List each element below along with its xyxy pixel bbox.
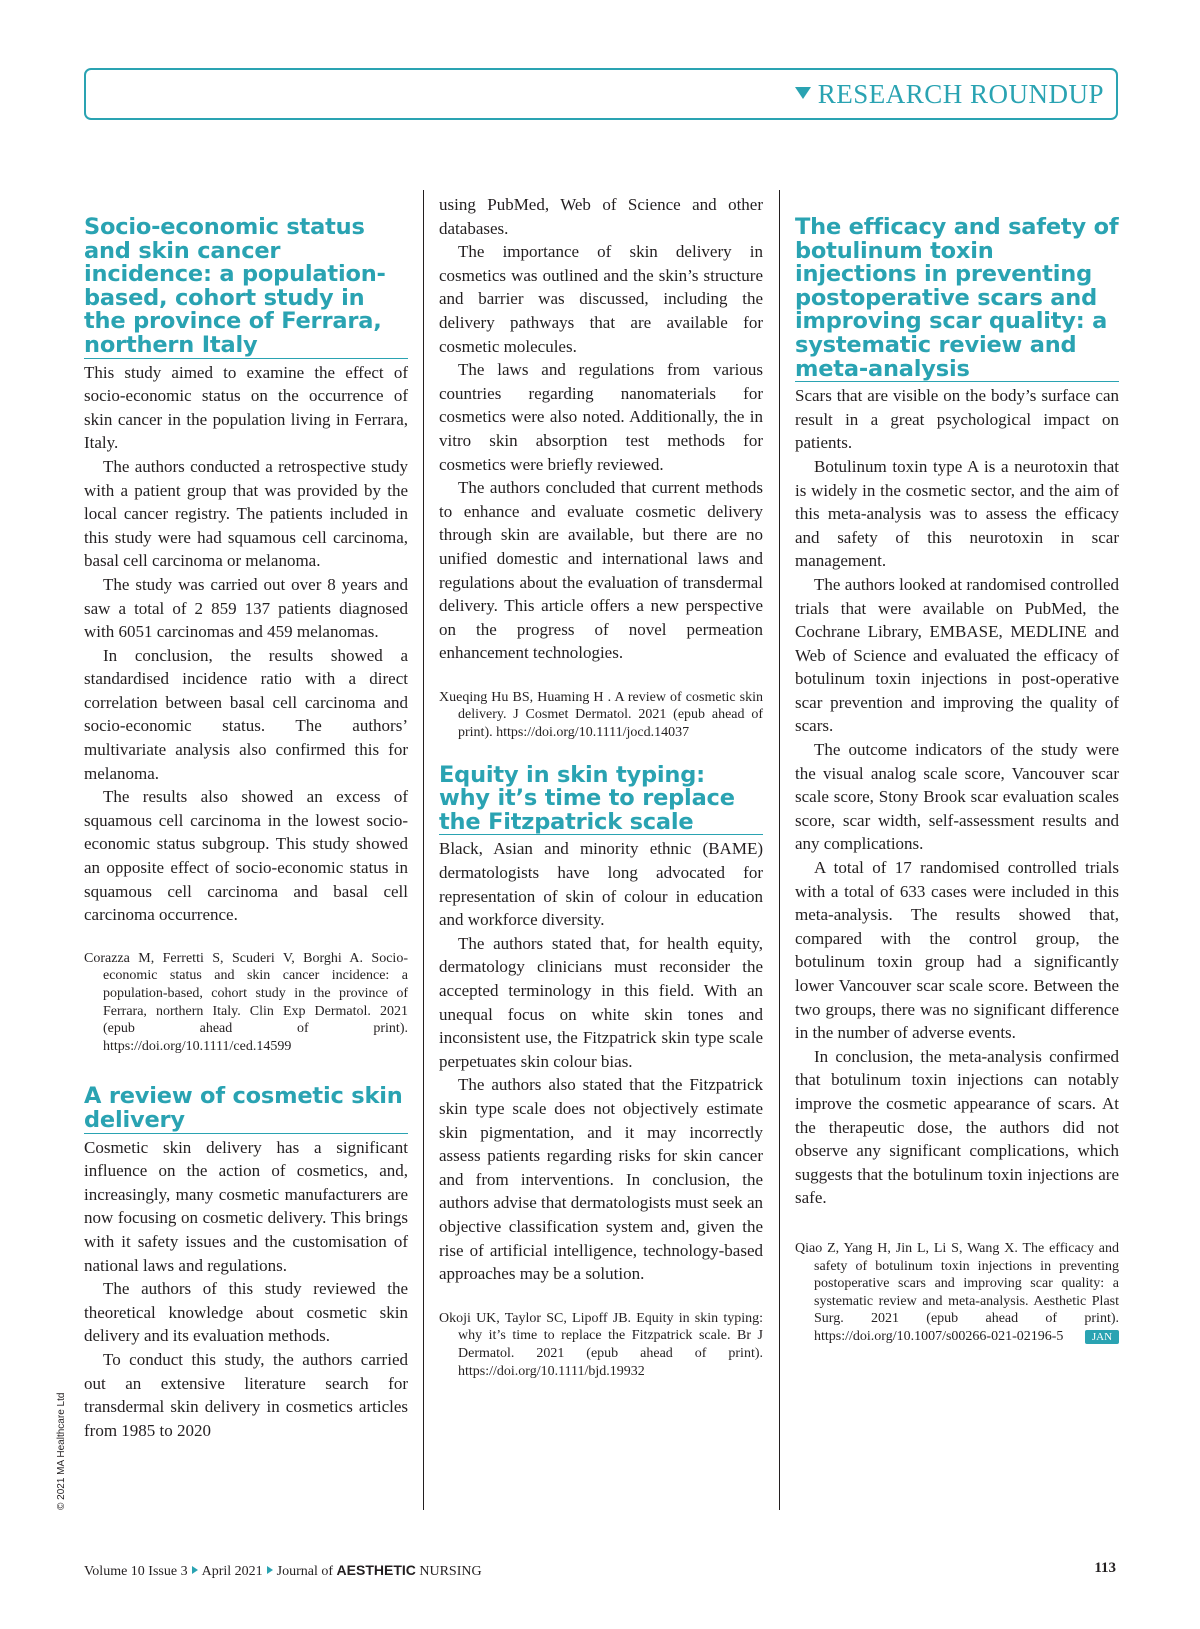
article-2-paragraph: The laws and regulations from various countries regarding nanomaterials for cosmetics were also noted. Additionally, the in vitro skin absorption test methods for cosmetics were briefly reviewed. <box>439 360 763 474</box>
article-2-paragraph: To conduct this study, the authors carried out an extensive literature search for transdermal skin delivery in cosmetics articles from 1985 to 2020 <box>84 1349 408 1440</box>
section-title-text: RESEARCH ROUNDUP <box>817 79 1104 109</box>
article-2-paragraph: using PubMed, Web of Science and other databases. <box>439 195 763 238</box>
article-4-paragraph: A total of 17 randomised controlled trials with a total of 633 cases were included in this meta-analysis. The results showed that, compared with the control group, the botulinum toxin group had a significantly lower Vancouver scar scale score. Between the two groups, there was no significant difference in the number of adverse events. <box>795 858 1119 1043</box>
article-3-paragraph: The authors stated that, for health equity, dermatology clinicians must reconsider the accepted terminology in this field. With an unequal focus on white skin tones and inconsistent use, the Fitzpatrick skin type scale perpetuates skin colour bias. <box>439 933 763 1071</box>
column-3 <box>795 216 1119 1346</box>
article-2-paragraph: The importance of skin delivery in cosmetics was outlined and the skin’s structure and barrier was discussed, including the delivery pathways that are available for cosmetic molecules. <box>439 242 763 356</box>
article-1-reference: Corazza M, Ferretti S, Scuderi V, Borghi A. Socio-economic status and skin cancer incidence: a population-based, cohort study in the province of Ferrara, northern Italy. Clin Exp Dermatol. 2021 (epub ahead of print). https://doi.org/10.1111/ced.14599 <box>84 950 408 1054</box>
footer-journal-bold: AESTHETIC <box>336 1562 416 1578</box>
article-4-reference: Qiao Z, Yang H, Jin L, Li S, Wang X. The efficacy and safety of botulinum toxin injections in preventing postoperative scars and improving scar quality: a systematic review and meta-analysis. Aesthetic Plast Surg. 2021 (epub ahead of print). https://doi.org/10.1007/s00266-021-02196-5 <box>795 1240 1119 1344</box>
article-3-title: Equity in skin typing: why it’s time to replace the Fitzpatrick scale <box>439 764 763 836</box>
article-1-paragraph: In conclusion, the results showed a standardised incidence ratio with a direct correlation between basal cell carcinoma and socio-economic status. The authors’ multivariate analysis also confirmed this for melanoma. <box>84 645 408 783</box>
article-4-paragraph: In conclusion, the meta-analysis confirmed that botulinum toxin injections can notably improve the cosmetic appearance of scars. At the therapeutic dose, the authors did not observe any significant complications, which suggests that the botulinum toxin injections are safe. <box>795 1046 1119 1208</box>
article-4-paragraph: The outcome indicators of the study were the visual analog scale score, Vancouver scar scale score, Stony Brook scar evaluation scales score, scar width, self-assessment results and any complications. <box>795 740 1119 854</box>
triangle-right-icon <box>192 1566 198 1574</box>
article-3-paragraph: Black, Asian and minority ethnic (BAME) dermatologists have long advocated for representation of skin of colour in education and workforce diversity. <box>439 839 763 930</box>
article-4-paragraph: Scars that are visible on the body’s surface can result in a great psychological impact on patients. <box>795 386 1119 453</box>
article-1-paragraph: The results also showed an excess of squamous cell carcinoma in the lowest socio-economic status subgroup. This study showed an opposite effect of socio-economic status in squamous cell carcinoma and basal cell carcinoma occurrence. <box>84 787 408 925</box>
footer-volume: Volume 10 Issue 3 <box>84 1564 188 1579</box>
article-3-reference: Okoji UK, Taylor SC, Lipoff JB. Equity in skin typing: why it’s time to replace the Fitzpatrick scale. Br J Dermatol. 2021 (epub ahead of print). https://doi.org/10.1111/bjd.19932 <box>439 1310 763 1379</box>
article-2-paragraph: Cosmetic skin delivery has a significant influence on the action of cosmetics, and, increasingly, many cosmetic manufacturers are now focusing on cosmetic delivery. This brings with it safety issues and the customisation of national laws and regulations. <box>84 1137 408 1275</box>
article-4-paragraph: Botulinum toxin type A is a neurotoxin that is widely in the cosmetic sector, and the aim of this meta-analysis was to assess the efficacy and safety of this neurotoxin in scar management. <box>795 456 1119 571</box>
page-number: 113 <box>1094 1560 1116 1576</box>
column-1 <box>84 216 408 1442</box>
article-1-title: Socio-economic status and skin cancer incidence: a population-based, cohort study in the province of Ferrara, northern Italy <box>84 216 408 359</box>
jan-badge: JAN <box>1085 1330 1119 1344</box>
section-header <box>84 68 1118 120</box>
article-1-paragraph: The study was carried out over 8 years and saw a total of 2 859 137 patients diagnosed with 6051 carcinomas and 459 melanomas. <box>84 574 408 642</box>
page-footer <box>84 1562 482 1580</box>
footer-journal-suffix: NURSING <box>419 1564 482 1579</box>
article-2-reference: Xueqing Hu BS, Huaming H . A review of cosmetic skin delivery. J Cosmet Dermatol. 2021 (epub ahead of print). https://doi.org/10.1111/jocd.14037 <box>439 689 763 741</box>
article-1-paragraph: This study aimed to examine the effect of socio-economic status on the occurrence of skin cancer in the population living in Ferrara, Italy. <box>84 362 408 453</box>
footer-journal-prefix: Journal of <box>276 1564 334 1579</box>
column-divider <box>423 190 424 1510</box>
article-4-title: The efficacy and safety of botulinum toxin injections in preventing postoperative scars and improving scar quality: a systematic review and meta-analysis <box>795 214 1119 382</box>
copyright-note: © 2021 MA Healthcare Ltd <box>56 1392 67 1510</box>
article-2-paragraph: The authors concluded that current methods to enhance and evaluate cosmetic delivery through skin are available, but there are no unified domestic and international laws and regulations about the evaluation of transdermal delivery. This article offers a new perspective on the progress of novel permeation enhancement technologies. <box>439 478 763 663</box>
column-2 <box>439 193 763 1380</box>
article-3-paragraph: The authors also stated that the Fitzpatrick skin type scale does not objectively estimate skin pigmentation, and it may incorrectly assess patients regarding risks for skin cancer and from interventions. In conclusion, the authors advise that dermatologists must seek an objective classification system and, given the rise of artificial intelligence, technology-based approaches may be a solution. <box>439 1075 763 1284</box>
article-2-title: A review of cosmetic skin delivery <box>84 1085 408 1133</box>
section-title <box>795 79 1104 110</box>
triangle-down-icon <box>795 87 811 99</box>
article-2-paragraph: The authors of this study reviewed the theoretical knowledge about cosmetic skin delivery and its evaluation methods. <box>84 1279 408 1346</box>
triangle-right-icon <box>267 1566 273 1574</box>
article-4-paragraph: The authors looked at randomised controlled trials that were available on PubMed, the Cochrane Library, EMBASE, MEDLINE and Web of Science and evaluated the efficacy of botulinum toxin injections in post-operative scar prevention and improving the quality of scars. <box>795 574 1119 736</box>
article-1-paragraph: The authors conducted a retrospective study with a patient group that was provided by the local cancer registry. The patients included in this study were had squamous cell carcinoma, basal cell carcinoma or melanoma. <box>84 456 408 571</box>
footer-date: April 2021 <box>201 1564 263 1579</box>
column-divider <box>779 190 780 1510</box>
